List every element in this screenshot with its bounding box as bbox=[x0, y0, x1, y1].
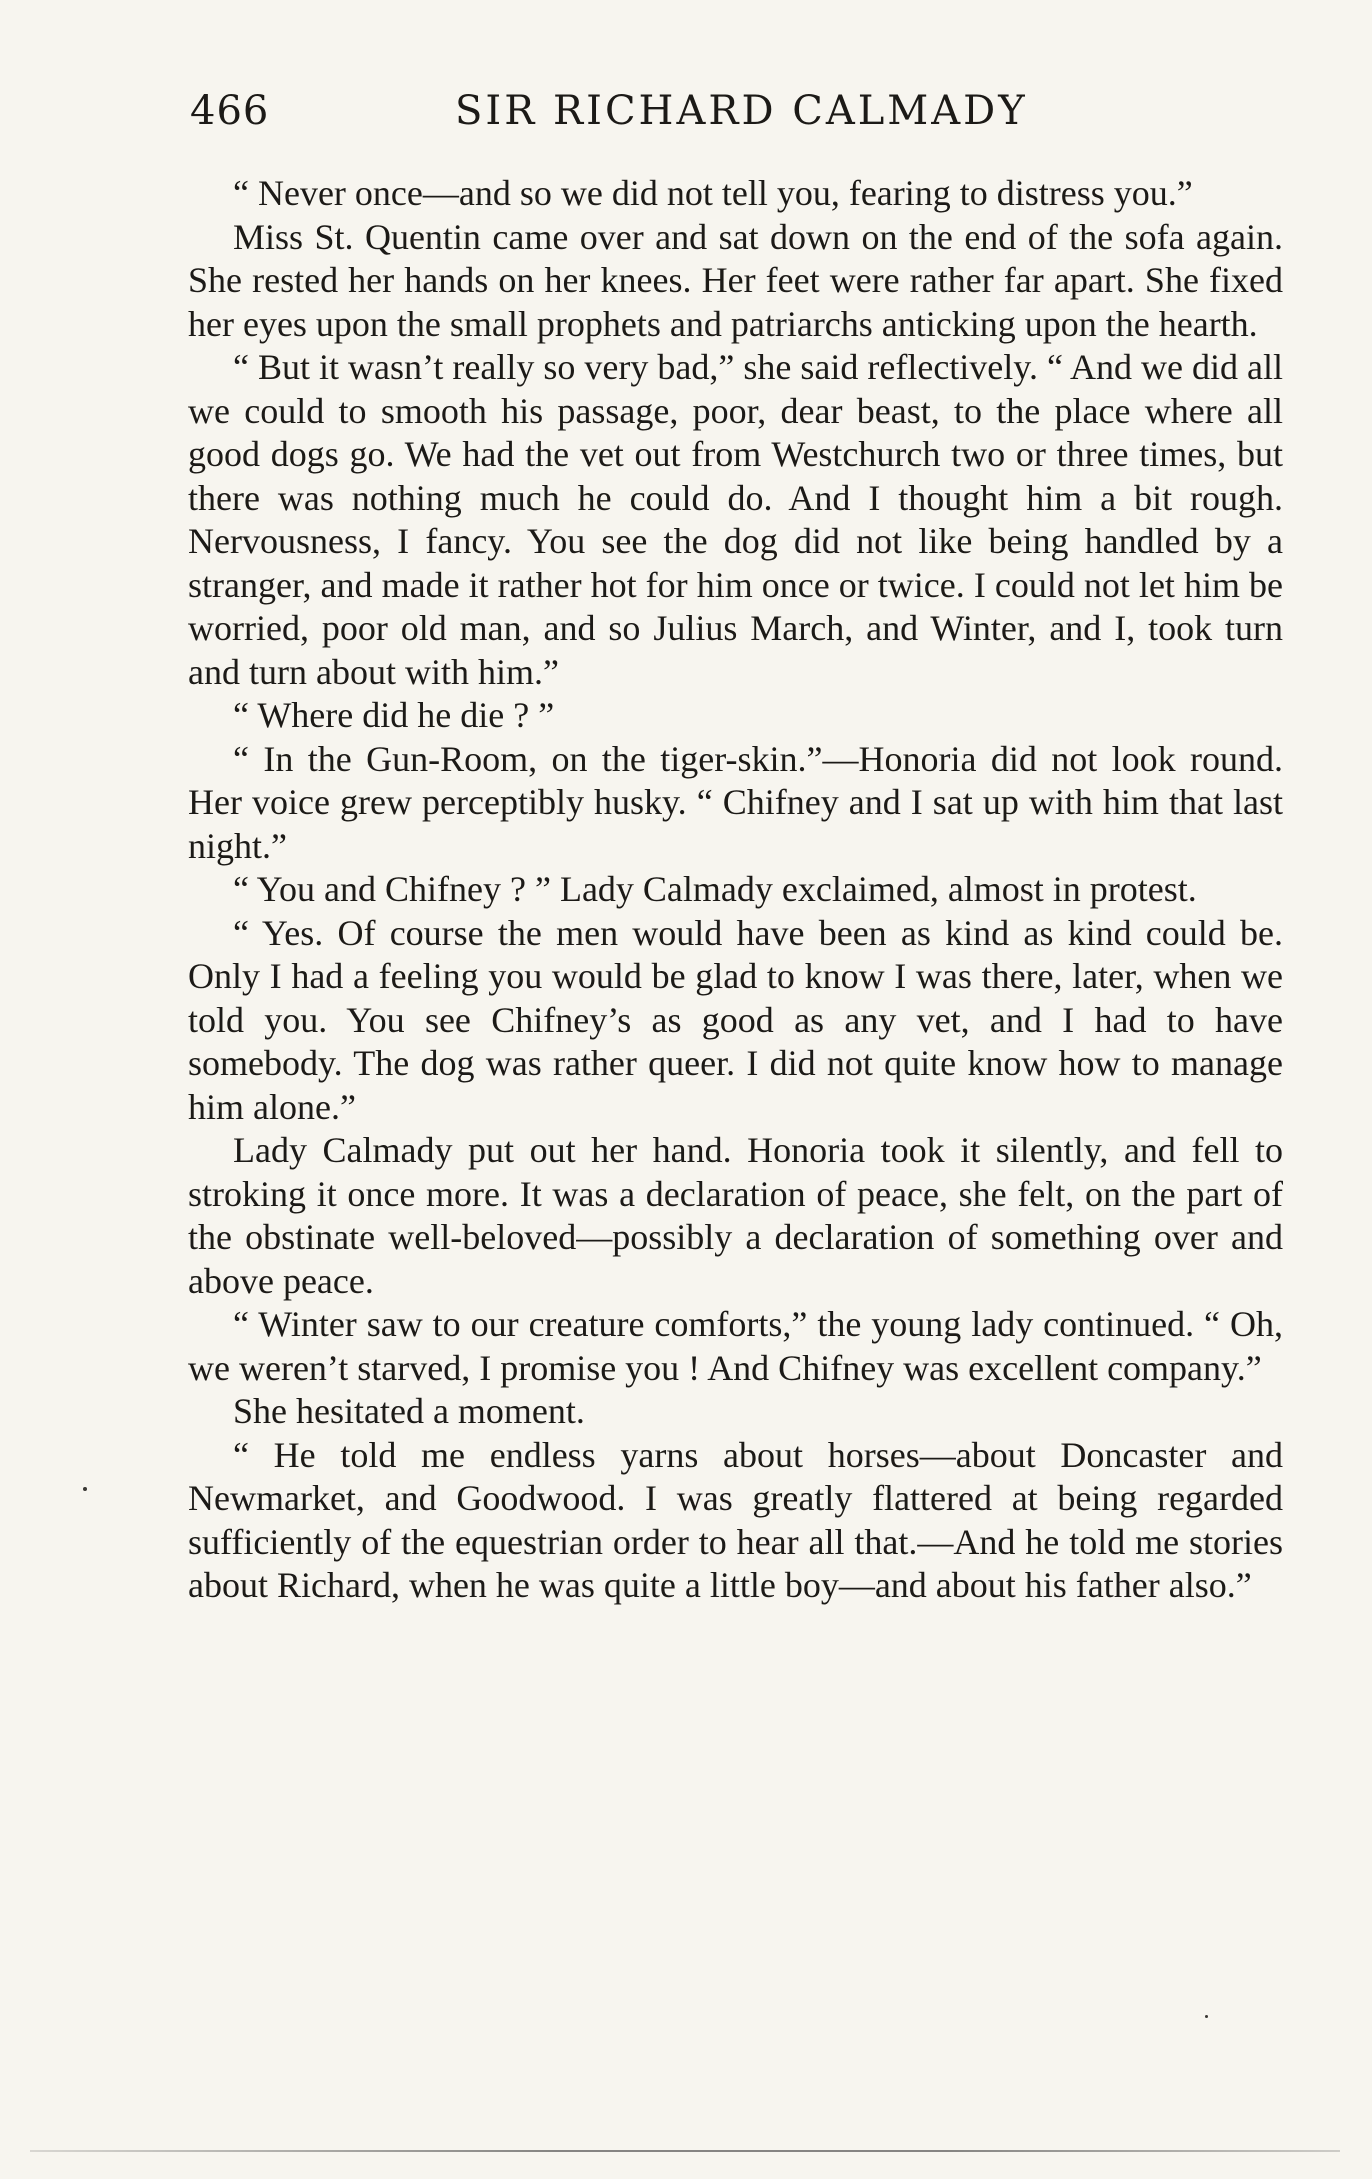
page-header bbox=[190, 88, 1280, 148]
paragraph: Miss St. Quentin came over and sat down on the end of the sofa again. She rested her hands on her knees. Her feet were rather far apart. She fixed her eyes upon the small prophets and patriarchs anticking upon the hearth. bbox=[188, 216, 1283, 344]
paragraph: “ Where did he die ? ” bbox=[233, 695, 555, 735]
paragraph: “ Yes. Of course the men would have been as kind as kind could be. Only I had a feeling you would be glad to know I was there, later, when we told you. You see Chifney’s as good as any vet, and I had to have somebody. The dog was rather queer. I did not quite know how to manage him alone.” bbox=[188, 912, 1283, 1127]
paragraph: “ He told me endless yarns about horses—about Doncaster and Newmarket, and Goodwood. I was greatly flattered at being regarded sufficiently of the equestrian order to hear all that.—And he told me stories about Richard, when he was quite a little boy—and about his father also.” bbox=[188, 1434, 1283, 1605]
paragraph: She hesitated a moment. bbox=[233, 1391, 585, 1431]
paragraph: “ Winter saw to our creature comforts,” the young lady continued. “ Oh, we weren’t starved, I promise you ! And Chifney was excellent company.” bbox=[188, 1304, 1283, 1388]
page-bottom-edge bbox=[30, 2150, 1340, 2152]
paragraph: “ In the Gun-Room, on the tiger-skin.”—Honoria did not look round. Her voice grew perceptibly husky. “ Chifney and I sat up with him that last night.” bbox=[188, 738, 1283, 866]
running-title: SIR RICHARD CALMADY bbox=[455, 88, 1028, 134]
page-number: 466 bbox=[190, 88, 270, 134]
paragraph: “ You and Chifney ? ” Lady Calmady exclaimed, almost in protest. bbox=[233, 869, 1197, 909]
body-text bbox=[188, 172, 1283, 1608]
paragraph: “ But it wasn’t really so very bad,” she said reflectively. “ And we did all we could to smooth his passage, poor, dear beast, to the place where all good dogs go. We had the vet out from Westchurch two or three times, but there was nothing much he could do. And I thought him a bit rough. Nervousness, I fancy. You see the dog did not like being handled by a stranger, and made it rather hot for him once or twice. I could not let him be worried, poor old man, and so Julius March, and Winter, and I, took turn and turn about with him.” bbox=[188, 347, 1283, 692]
ink-speck bbox=[1205, 2015, 1208, 2018]
ink-speck bbox=[83, 1487, 87, 1491]
paragraph: “ Never once—and so we did not tell you, fearing to distress you.” bbox=[233, 173, 1193, 213]
paragraph: Lady Calmady put out her hand. Honoria took it silently, and fell to stroking it once more. It was a declaration of peace, she felt, on the part of the obstinate well-beloved—possibly a declaration of something over and above peace. bbox=[188, 1130, 1283, 1301]
